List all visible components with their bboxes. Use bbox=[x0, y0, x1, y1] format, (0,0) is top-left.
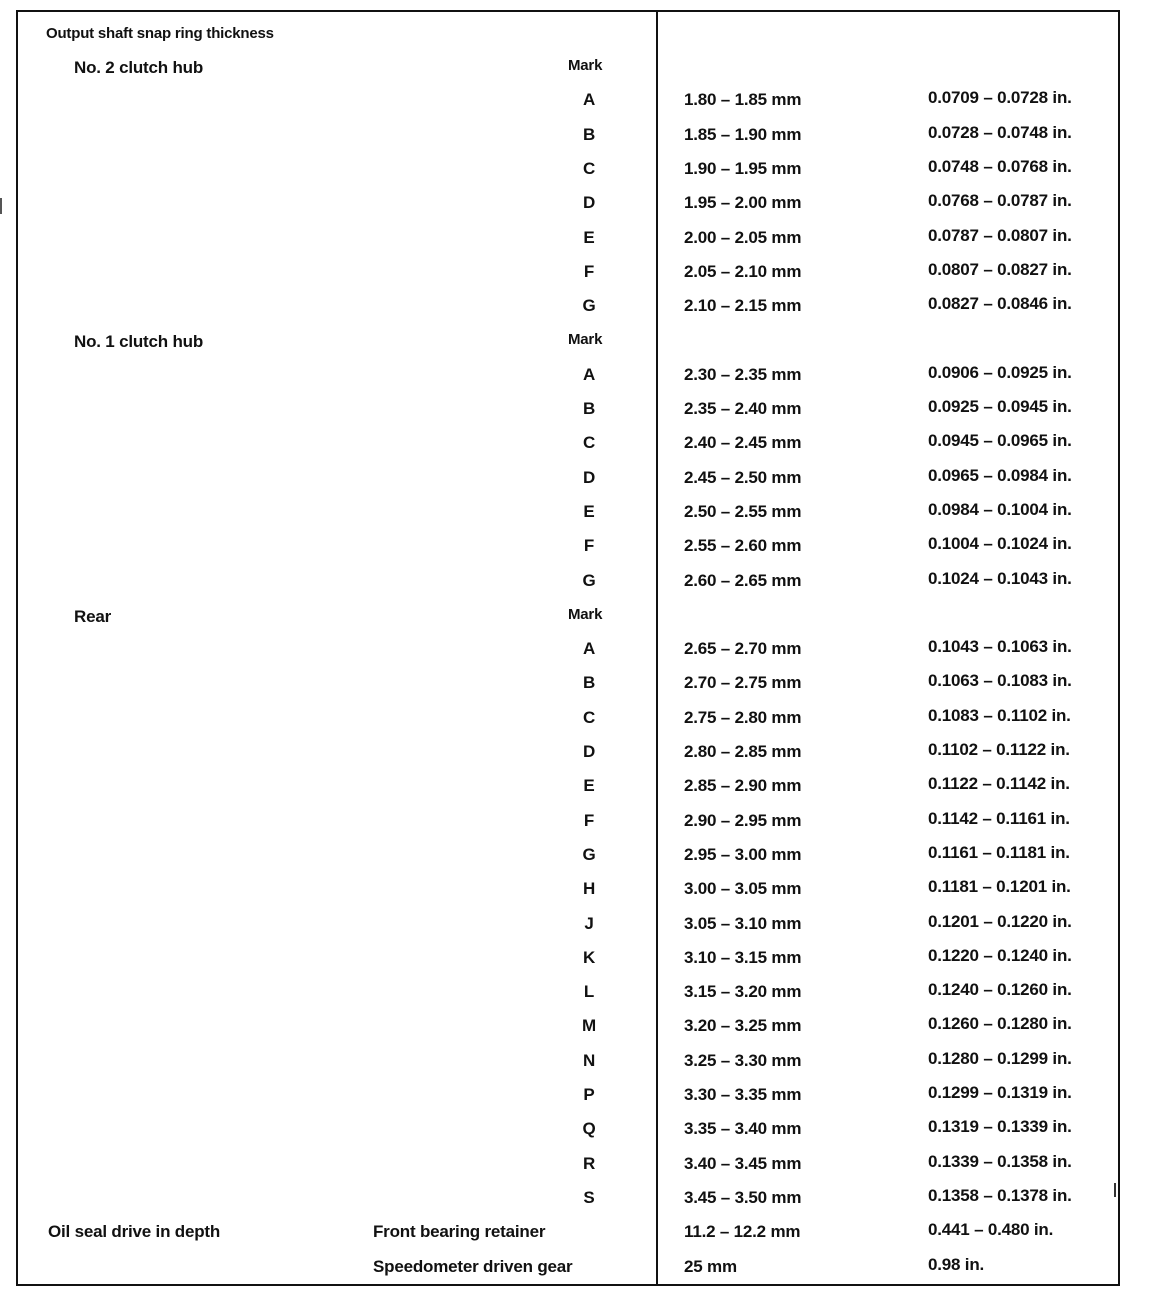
inch-range: 0.1024 – 0.1043 in. bbox=[928, 568, 1072, 588]
inch-range: 0.1083 – 0.1102 in. bbox=[928, 705, 1071, 725]
mark-value: D bbox=[582, 193, 596, 213]
inch-range: 0.1220 – 0.1240 in. bbox=[928, 945, 1072, 965]
table-title: Output shaft snap ring thickness bbox=[46, 25, 274, 42]
mm-range: 2.80 – 2.85 mm bbox=[684, 742, 802, 761]
margin-mark bbox=[0, 198, 2, 214]
inch-range: 0.1299 – 0.1319 in. bbox=[928, 1083, 1072, 1102]
inch-range: 0.1358 – 0.1378 in. bbox=[928, 1185, 1072, 1205]
mark-value: N bbox=[582, 1050, 596, 1070]
mark-value: B bbox=[582, 399, 596, 418]
inch-range: 0.1122 – 0.1142 in. bbox=[928, 774, 1070, 794]
mm-range: 2.35 – 2.40 mm bbox=[684, 399, 802, 418]
mm-range: 2.70 – 2.75 mm bbox=[684, 673, 802, 693]
mark-value: A bbox=[582, 639, 596, 659]
mark-value: C bbox=[582, 433, 596, 453]
mm-range: 2.75 – 2.80 mm bbox=[684, 707, 802, 727]
mm-range: 3.30 – 3.35 mm bbox=[684, 1085, 802, 1104]
mark-value: E bbox=[583, 227, 595, 247]
mark-value: L bbox=[583, 982, 595, 1002]
inch-range: 0.1339 – 0.1358 in. bbox=[928, 1151, 1072, 1171]
mm-range: 2.65 – 2.70 mm bbox=[684, 639, 802, 659]
mm-range: 3.35 – 3.40 mm bbox=[684, 1119, 802, 1139]
mark-header: Mark bbox=[568, 57, 603, 74]
mark-value: Q bbox=[582, 1119, 596, 1139]
mark-value: G bbox=[582, 844, 596, 864]
mm-range: 3.10 – 3.15 mm bbox=[684, 947, 802, 967]
mm-range: 3.15 – 3.20 mm bbox=[684, 982, 802, 1002]
mm-range: 11.2 – 12.2 mm bbox=[684, 1222, 801, 1242]
mark-value: A bbox=[582, 364, 596, 384]
mark-value: C bbox=[582, 707, 596, 727]
inch-range: 0.1280 – 0.1299 in. bbox=[928, 1048, 1072, 1068]
mm-range: 3.00 – 3.05 mm bbox=[684, 879, 802, 899]
mark-value: R bbox=[582, 1153, 596, 1173]
mm-range: 2.95 – 3.00 mm bbox=[684, 844, 802, 864]
mm-range: 2.40 – 2.45 mm bbox=[684, 433, 802, 453]
oil-seal-item: Speedometer driven gear bbox=[373, 1256, 573, 1276]
mark-value: C bbox=[582, 158, 596, 178]
inch-range: 0.1260 – 0.1280 in. bbox=[928, 1014, 1072, 1034]
mm-range: 2.00 – 2.05 mm bbox=[684, 227, 802, 247]
oil-seal-label: Oil seal drive in depth bbox=[48, 1222, 221, 1242]
inch-range: 0.0748 – 0.0768 in. bbox=[928, 156, 1072, 176]
mm-range: 2.90 – 2.95 mm bbox=[684, 810, 802, 830]
inch-range: 0.0827 – 0.0846 in. bbox=[928, 294, 1072, 314]
mm-range: 2.45 – 2.50 mm bbox=[684, 467, 802, 487]
mm-range: 2.30 – 2.35 mm bbox=[684, 364, 802, 384]
mm-range: 1.85 – 1.90 mm bbox=[684, 124, 802, 144]
mark-value: J bbox=[584, 913, 594, 933]
mm-range: 3.45 – 3.50 mm bbox=[684, 1187, 802, 1207]
mark-value: B bbox=[582, 124, 596, 144]
mark-value: P bbox=[583, 1085, 595, 1104]
inch-range: 0.1063 – 0.1083 in. bbox=[928, 671, 1072, 691]
mark-value: G bbox=[582, 570, 596, 590]
column-divider bbox=[656, 10, 658, 1286]
mark-value: D bbox=[582, 742, 596, 761]
mm-range: 1.80 – 1.85 mm bbox=[684, 90, 802, 110]
inch-range: 0.0709 – 0.0728 in. bbox=[928, 88, 1072, 108]
oil-seal-item: Front bearing retainer bbox=[373, 1222, 546, 1242]
inch-range: 0.0728 – 0.0748 in. bbox=[928, 122, 1072, 142]
mm-range: 25 mm bbox=[684, 1256, 737, 1276]
inch-range: 0.0925 – 0.0945 in. bbox=[928, 397, 1072, 416]
mark-value: D bbox=[582, 467, 596, 487]
mark-header: Mark bbox=[568, 331, 603, 349]
section-label: Rear bbox=[74, 606, 112, 626]
inch-range: 0.0807 – 0.0827 in. bbox=[928, 259, 1072, 279]
mm-range: 2.05 – 2.10 mm bbox=[684, 261, 802, 281]
mm-range: 3.25 – 3.30 mm bbox=[684, 1050, 802, 1070]
mm-range: 1.90 – 1.95 mm bbox=[684, 158, 802, 178]
mark-value: H bbox=[582, 879, 596, 899]
inch-range: 0.1240 – 0.1260 in. bbox=[928, 980, 1072, 1000]
inch-range: 0.0787 – 0.0807 in. bbox=[928, 225, 1072, 245]
mark-value: K bbox=[582, 947, 596, 967]
mark-value: G bbox=[582, 296, 596, 316]
inch-range: 0.1161 – 0.1181 in. bbox=[928, 842, 1070, 862]
mark-value: B bbox=[582, 673, 596, 693]
mm-range: 3.40 – 3.45 mm bbox=[684, 1153, 802, 1173]
mm-range: 2.50 – 2.55 mm bbox=[684, 501, 802, 521]
mm-range: 2.60 – 2.65 mm bbox=[684, 570, 802, 590]
inch-range: 0.1201 – 0.1220 in. bbox=[928, 911, 1072, 931]
mark-value: S bbox=[583, 1187, 595, 1207]
mark-value: M bbox=[582, 1016, 596, 1036]
inch-range: 0.0965 – 0.0984 in. bbox=[928, 465, 1072, 485]
section-label: No. 1 clutch hub bbox=[74, 332, 204, 352]
mm-range: 3.05 – 3.10 mm bbox=[684, 913, 802, 933]
inch-range: 0.0768 – 0.0787 in. bbox=[928, 191, 1072, 211]
mm-range: 3.20 – 3.25 mm bbox=[684, 1016, 802, 1036]
inch-range: 0.1102 – 0.1122 in. bbox=[928, 740, 1070, 759]
mm-range: 2.55 – 2.60 mm bbox=[684, 536, 802, 556]
mark-value: E bbox=[583, 501, 595, 521]
inch-range: 0.0984 – 0.1004 in. bbox=[928, 499, 1072, 519]
inch-range: 0.1142 – 0.1161 in. bbox=[928, 808, 1070, 828]
mark-value: F bbox=[583, 261, 595, 281]
mm-range: 1.95 – 2.00 mm bbox=[684, 193, 802, 213]
mm-range: 2.85 – 2.90 mm bbox=[684, 776, 802, 796]
inch-range: 0.98 in. bbox=[928, 1254, 985, 1274]
mark-value: E bbox=[583, 776, 595, 796]
inch-range: 0.0906 – 0.0925 in. bbox=[928, 362, 1072, 382]
mm-range: 2.10 – 2.15 mm bbox=[684, 296, 802, 316]
mark-value: F bbox=[583, 810, 595, 830]
mark-value: A bbox=[582, 90, 596, 110]
inch-range: 0.441 – 0.480 in. bbox=[928, 1220, 1054, 1240]
margin-mark bbox=[1114, 1183, 1116, 1197]
section-label: No. 2 clutch hub bbox=[74, 58, 204, 77]
inch-range: 0.1319 – 0.1339 in. bbox=[928, 1117, 1072, 1137]
inch-range: 0.1043 – 0.1063 in. bbox=[928, 637, 1072, 657]
inch-range: 0.1181 – 0.1201 in. bbox=[928, 877, 1071, 897]
inch-range: 0.1004 – 0.1024 in. bbox=[928, 534, 1072, 554]
mark-header: Mark bbox=[568, 605, 603, 623]
mark-value: F bbox=[583, 536, 595, 556]
inch-range: 0.0945 – 0.0965 in. bbox=[928, 431, 1072, 451]
